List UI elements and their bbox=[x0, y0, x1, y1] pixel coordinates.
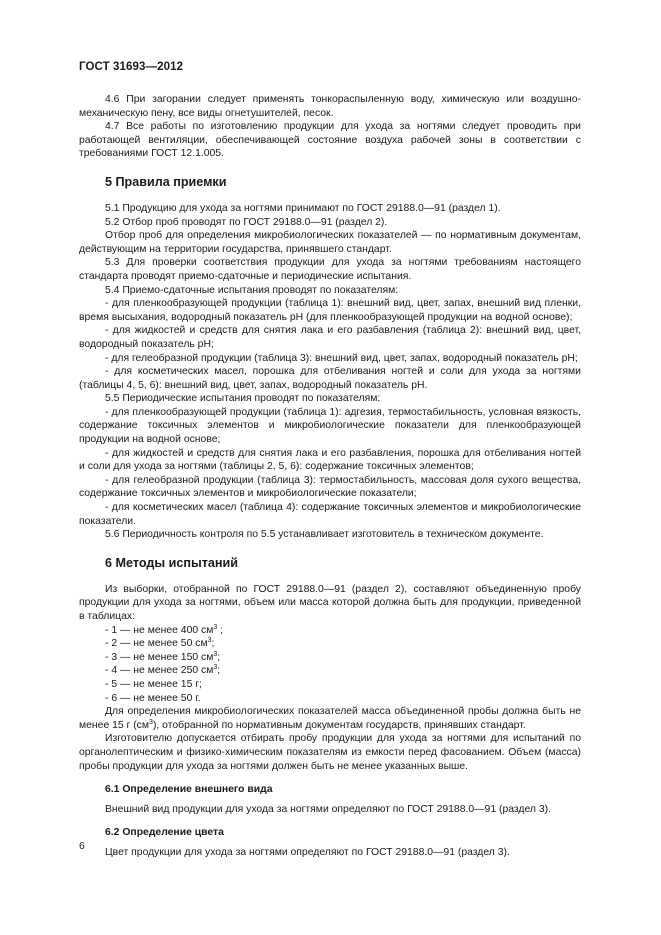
sample-size-tail: ; bbox=[211, 638, 215, 650]
sample-size-item bbox=[79, 651, 581, 665]
list-item: - для гелеобразной продукции (таблица 3): термостабильность, массовая доля сухого вещества, содержание токсичных элементов и микробиологические показатели; bbox=[79, 474, 581, 500]
paragraph-5-3: 5.3 Для проверки соответствия продукции для ухода за ногтями требованиям настоящего стандарта проводят приемо-сдаточные и периодические испытания. bbox=[79, 257, 581, 282]
sample-size-item bbox=[79, 664, 581, 678]
document-body bbox=[79, 93, 581, 860]
sample-size-text: - 5 — не менее 15 г; bbox=[105, 678, 202, 690]
paragraph-5-5: 5.5 Периодические испытания проводят по показателям: bbox=[105, 393, 381, 405]
sample-size-item bbox=[79, 637, 581, 651]
list-item: - для косметических масел, порошка для отбеливания ногтей и соли для ухода за ногтями (таблицы 4, 5, 6): внешний вид, цвет, запах, водородный показатель pH. bbox=[79, 366, 581, 391]
sample-size-unit-exponent: 3 bbox=[207, 637, 212, 645]
list-item: - для пленкообразующей продукции (таблица 1): адгезия, термостабильность, условная вязкость, содержание токсичных элементов и микробиологические показатели для пленкообразующей продукции на водной основе; bbox=[79, 406, 581, 446]
paragraph-4-6: 4.6 При загорании следует применять тонкораспыленную воду, химическую или воздушно-механическую пену, все виды огнетушителей, песок. bbox=[79, 94, 581, 119]
paragraph-5-2: 5.2 Отбор проб проводят по ГОСТ 29188.0—91 (раздел 2). bbox=[105, 216, 388, 228]
list-item: - для косметических масел (таблица 4): содержание токсичных элементов и микробиологические показатели. bbox=[79, 502, 581, 527]
section-6-title: 6 Методы испытаний bbox=[105, 555, 238, 570]
document-code-header: ГОСТ 31693—2012 bbox=[79, 61, 184, 73]
sample-size-unit-exponent: 3 bbox=[213, 623, 218, 631]
subsection-6-1-title: 6.1 Определение внешнего вида bbox=[105, 784, 273, 796]
paragraph-5-1: 5.1 Продукцию для ухода за ногтями принимают по ГОСТ 29188.0—91 (раздел 1). bbox=[105, 202, 501, 214]
list-item: - для пленкообразующей продукции (таблица 1): внешний вид, цвет, запах, внешний вид пленки, время высыхания, водородный показатель pH (для пленкообразующей продукции на водной основе); bbox=[79, 298, 581, 323]
paragraph-6-1: Внешний вид продукции для ухода за ногтями определяют по ГОСТ 29188.0—91 (раздел 3). bbox=[105, 803, 551, 815]
paragraph-5-4: 5.4 Приемо-сдаточные испытания проводят по показателям: bbox=[105, 284, 399, 296]
list-item: - для жидкостей и средств для снятия лака и его разбавления, порошка для отбеливания ногтей и соли для ухода за ногтями (таблицы 2, 5, 6): содержание токсичных элементов; bbox=[79, 447, 581, 473]
sample-size-tail: ; bbox=[217, 624, 224, 636]
paragraph-micro-sample bbox=[79, 705, 581, 732]
paragraph-manufacturer-sampling: Изготовителю допускается отбирать пробу продукции для ухода за ногтями для испытаний по органолептическим и физико-химическим показателям из емкости перед фасованием. Объем (масса) пробы продукции для ухода за ногтями должен быть не менее указанных выше. bbox=[79, 733, 581, 772]
sample-size-unit-exponent: 3 bbox=[213, 664, 218, 672]
sample-size-text: - 2 — не менее 50 см bbox=[105, 638, 208, 650]
sample-size-text: - 4 — не менее 250 см bbox=[105, 665, 214, 677]
paragraph-6-2: Цвет продукции для ухода за ногтями определяют по ГОСТ 29188.0—91 (раздел 3). bbox=[105, 846, 510, 858]
sample-size-tail: ; bbox=[217, 651, 221, 663]
sample-size-text: - 3 — не менее 150 см bbox=[105, 651, 214, 663]
section-5-title: 5 Правила приемки bbox=[105, 174, 227, 189]
sample-size-text: - 6 — не менее 50 г. bbox=[105, 692, 201, 704]
list-item: - для жидкостей и средств для снятия лака и его разбавления (таблица 2): внешний вид, цвет, водородный показатель pH; bbox=[79, 325, 581, 350]
page-number: 6 bbox=[79, 841, 85, 852]
paragraph-5-6: 5.6 Периодичность контроля по 5.5 устанавливает изготовитель в техническом документе. bbox=[105, 529, 544, 541]
micro-sample-exponent: 3 bbox=[149, 718, 153, 726]
micro-sample-text-b: ), отобранной по нормативным документам государств, принявших стандарт. bbox=[152, 719, 526, 731]
subsection-6-2-title: 6.2 Определение цвета bbox=[105, 827, 224, 839]
paragraph-4-7: 4.7 Все работы по изготовлению продукции для ухода за ногтями следует проводить при работающей вентиляции, обеспечивающей состояние воздуха рабочей зоны в соответствии с требованиями ГОСТ 12.1.005. bbox=[79, 121, 581, 160]
sample-size-item bbox=[79, 624, 581, 638]
sample-size-item bbox=[79, 692, 581, 706]
sample-size-unit-exponent: 3 bbox=[213, 650, 218, 658]
sample-size-tail: ; bbox=[217, 665, 221, 677]
list-item: - для гелеобразной продукции (таблица 3): внешний вид, цвет, запах, водородный показатель pH; bbox=[105, 352, 578, 364]
micro-sample-text-a: Для определения микробиологических показателей масса объединенной пробы должна быть не менее 15 г (см bbox=[79, 706, 581, 731]
sample-size-text: - 1 — не менее 400 см bbox=[105, 624, 214, 636]
sample-size-item bbox=[79, 678, 581, 692]
paragraph-6-intro: Из выборки, отобранной по ГОСТ 29188.0—91 (раздел 2), составляют объединенную пробу продукции для ухода за ногтями, объем или масса которой должна быть для продукции, приведенной в таблицах: bbox=[79, 583, 581, 622]
paragraph-5-2-sampling: Отбор проб для определения микробиологических показателей — по нормативным документам, действующим на территории государства, принявшего стандарт. bbox=[79, 230, 581, 255]
